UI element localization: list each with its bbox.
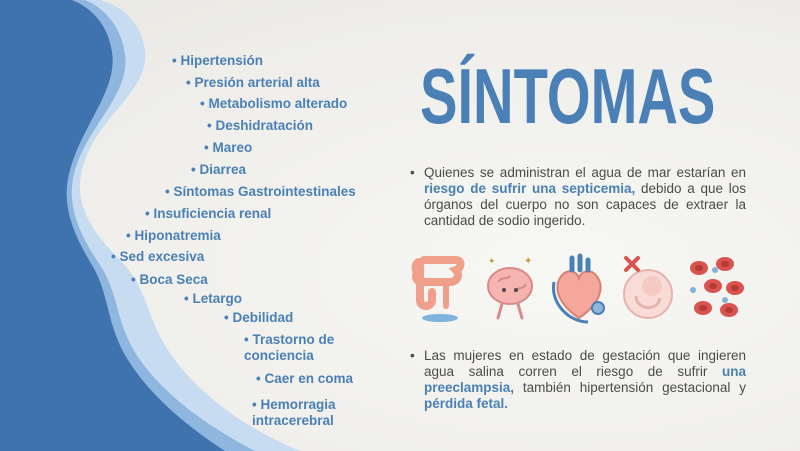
para2-highlight: una preeclampsia, (424, 364, 746, 395)
heart-icon (548, 252, 610, 326)
symptom-item: • Síntomas Gastrointestinales (165, 184, 356, 200)
symptom-item: • Hemorragia intracerebral (252, 397, 372, 429)
symptom-item: • Letargo (184, 291, 242, 307)
para1-highlight: riesgo de sufrir una septicemia, (424, 181, 636, 196)
bullet: • (410, 165, 415, 180)
bullet: • (410, 348, 415, 363)
page-title: SÍNTOMAS (420, 52, 716, 140)
fetus-icon (618, 252, 676, 324)
gestation-paragraph (410, 348, 746, 412)
symptom-item: • Caer en coma (256, 371, 353, 387)
symptom-item: • Sed excesiva (111, 249, 204, 265)
symptom-item: • Hiponatremia (126, 228, 221, 244)
dizzy-brain-icon (480, 252, 542, 324)
symptom-item: • Hipertensión (172, 53, 263, 69)
para2-text: Las mujeres en estado de gestación que ingieren agua salina corren el riesgo de sufrir (424, 348, 746, 379)
symptom-item: • Debilidad (224, 310, 293, 326)
blood-cells-icon (685, 252, 747, 324)
symptom-item: • Metabolismo alterado (200, 96, 347, 112)
intestine-icon (410, 252, 470, 324)
para1-text-end: debido a que los órganos del cuerpo no son capaces de extraer la cantidad de sodio ingerido. (424, 181, 746, 228)
para2-text-mid: también hipertensión gestacional y (514, 380, 746, 395)
symptom-item: • Boca Seca (131, 272, 208, 288)
para2-highlight-end: pérdida fetal. (424, 396, 509, 411)
symptom-item: • Deshidratación (207, 118, 313, 134)
septicemia-paragraph (410, 165, 746, 229)
svg-text:✦: ✦ (488, 256, 496, 266)
symptom-item: • Insuficiencia renal (145, 206, 271, 222)
symptom-item: • Trastorno de conciencia (244, 332, 374, 364)
para1-text: Quienes se administran el agua de mar estarían en (424, 165, 746, 180)
symptom-item: • Diarrea (191, 162, 246, 178)
svg-text:✦: ✦ (524, 256, 533, 267)
icon-row (410, 252, 750, 326)
symptom-item: • Mareo (204, 140, 252, 156)
symptom-item: • Presión arterial alta (186, 75, 320, 91)
